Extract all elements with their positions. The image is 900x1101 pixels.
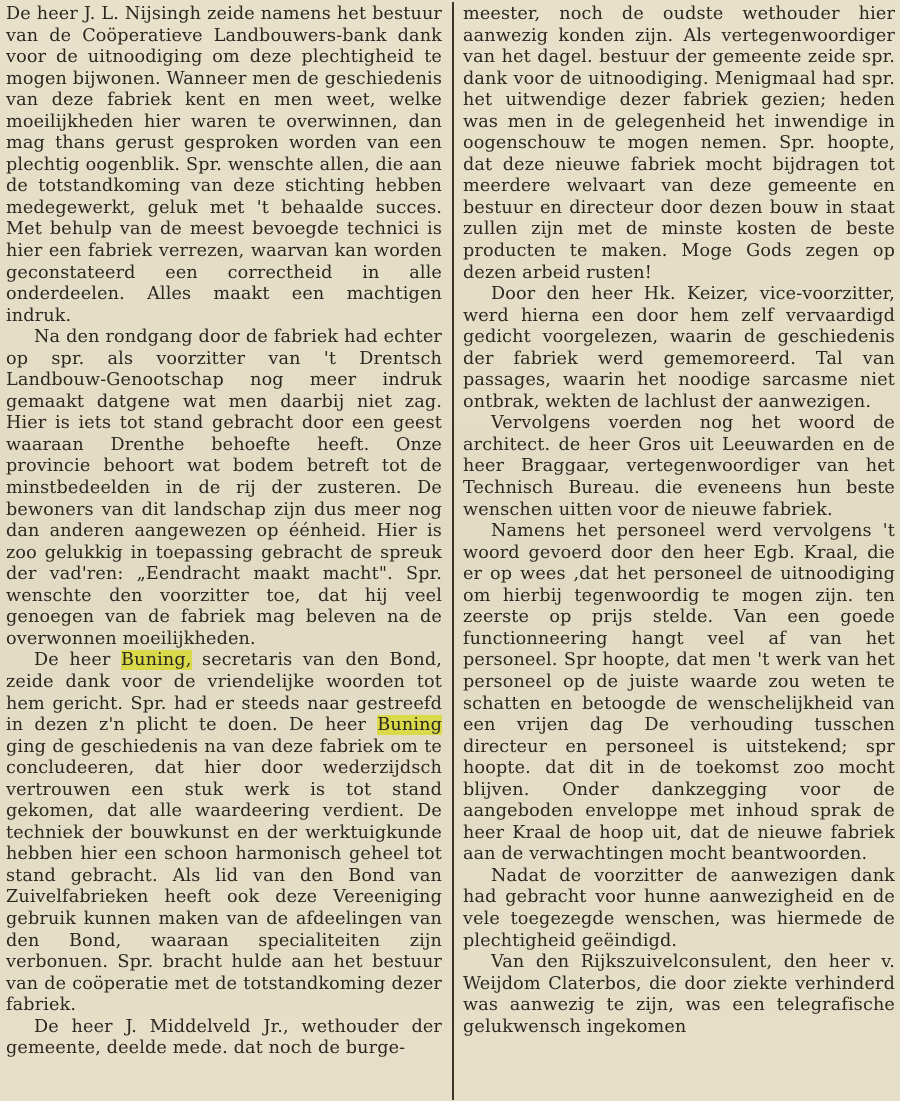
left-column <box>6 4 442 1060</box>
paragraph <box>463 521 895 866</box>
paragraph-text: Van den Rijkszuivelconsulent, den heer v. Weijdom Claterbos, die door ziekte verhinderd was aanwezig te zijn, was een telegrafische gelukwensch ingekomen <box>463 952 895 1037</box>
paragraph <box>6 650 442 1016</box>
paragraph <box>6 1017 442 1060</box>
paragraph-text: De heer J. L. Nijsingh zeide namens het bestuur van de Coöperatieve Landbouwers-bank dank voor de uitnoodiging om deze plechtigheid te mogen bijwonen. Wanneer men de geschiedenis van deze fabriek kent en men weet, welke moeilijkheden hier waren te overwinnen, dan mag thans gerust gesproken worden van een plechtig oogenblik. Spr. wenschte allen, die aan de totstandkoming van deze stichting hebben medegewerkt, geluk met 't behaalde succes. Met behulp van de meest bevoegde technici is hier een fabriek verrezen, waarvan kan worden geconstateerd een correctheid in alle onderdeelen. Alles maakt een machtigen indruk. <box>6 4 442 326</box>
paragraph-text: Door den heer Hk. Keizer, vice-voorzitter, werd hierna een door hem zelf vervaardigd gedicht voorgelezen, waarin de geschiedenis der fabriek werd gememoreerd. Tal van passages, waarin het noodige sarcasme niet ontbrak, wekten de lachlust der aanwezigen. <box>463 284 895 412</box>
column-divider <box>452 2 454 1100</box>
paragraph-text: Nadat de voorzitter de aanwezigen dank had gebracht voor hunne aanwezigheid en de vele toegezegde wenschen, was hiermede de plechtigheid geëindigd. <box>463 865 895 951</box>
paragraph-text: Na den rondgang door de fabriek had echter op spr. als voorzitter van 't Drentsch Landbouw-Genootschap nog meer indruk gemaakt datgene wat men daarbij niet zag. Hier is iets tot stand gebracht door een geest waaraan Drenthe behoefte heeft. Onze provincie behoort wat bodem betreft tot de minstbedeelden in de rij der zusteren. De bewoners van dit landschap zijn dus meer nog dan anderen aangewezen op éénheid. Hier is zoo gelukkig in toepassing gebracht de spreuk der vad'ren: „Eendracht maakt macht". Spr. wenschte den voorzitter toe, dat hij veel genoegen van de fabriek mag beleven na de overwonnen moeilijkheden. <box>6 327 442 649</box>
paragraph <box>463 413 895 521</box>
highlighted-name: Buning <box>377 715 442 736</box>
right-column <box>463 4 895 1038</box>
paragraph <box>463 4 895 284</box>
paragraph <box>463 866 895 952</box>
paragraph <box>463 284 895 413</box>
paragraph-text: De heer <box>34 650 122 671</box>
paragraph-text: ging de geschiedenis na van deze fabriek om te concludeeren, dat hier door wederzijdsch vertrouwen een stuk werk is tot stand gekomen, dat alle waardeering verdient. De techniek der bouwkunst en der werktuigkunde hebben hier een schoon harmonisch geheel tot stand gebracht. Als lid van den Bond van Zuivelfabrieken heeft ook deze Vereeniging gebruik kunnen maken van de afdeelingen van den Bond, waaraan specialiteiten zijn verbonuen. Spr. bracht hulde aan het bestuur van de coöperatie met de totstandkoming dezer fabriek. <box>6 736 442 1016</box>
paragraph <box>6 327 442 650</box>
paragraph-text: Namens het personeel werd vervolgens 't woord gevoerd door den heer Egb. Kraal, die er op wees ,dat het personeel de uitnoodiging om hierbij tegenwoordig te mogen zijn. ten zeerste op prijs stelde. Van een goede functionneering hangt veel af van het personeel. Spr hoopte, dat men 't werk van het personeel op de juiste waarde zou weten te schatten en betoogde de wenschelijkheid van een vrijen dag De verhouding tusschen directeur en personeel is uitstekend; spr hoopte. dat dit in de toekomst zoo mocht blijven. Onder dankzegging voor de aangeboden enveloppe met inhoud sprak de heer Kraal de hoop uit, dat de nieuwe fabriek aan de verwachtingen mocht beantwoorden. <box>463 521 895 865</box>
paragraph-text: meester, noch de oudste wethouder hier aanwezig konden zijn. Als vertegenwoordiger van het dagel. bestuur der gemeente zeide spr. dank voor de uitnoodiging. Menigmaal had spr. het uitwendige dezer fabriek gezien; heden was men in de gelegenheid het inwendige in oogenschouw te mogen nemen. Spr. hoopte, dat deze nieuwe fabriek mocht bijdragen tot meerdere welvaart van deze gemeente en bestuur en directeur door dezen bouw in staat zullen zijn met de minste kosten de beste producten te maken. Moge Gods zegen op dezen arbeid rusten! <box>463 4 895 283</box>
paragraph <box>463 952 895 1038</box>
paragraph-text: Vervolgens voerden nog het woord de architect. de heer Gros uit Leeuwarden en de heer Braggaar, vertegenwoordiger van het Technisch Bureau. die eveneens hun beste wenschen uitten voor de nieuwe fabriek. <box>463 413 895 520</box>
highlighted-name: Buning, <box>121 650 192 671</box>
paragraph-text: De heer J. Middelveld Jr., wethouder der gemeente, deelde mede. dat noch de burge- <box>6 1016 442 1059</box>
paragraph-text: secretaris van den Bond, zeide dank voor de vriendelijke woorden tot hem gericht. Spr. had er steeds naar gestreefd in dezen z'n plicht te doen. De heer <box>6 650 442 736</box>
paragraph <box>6 4 442 327</box>
